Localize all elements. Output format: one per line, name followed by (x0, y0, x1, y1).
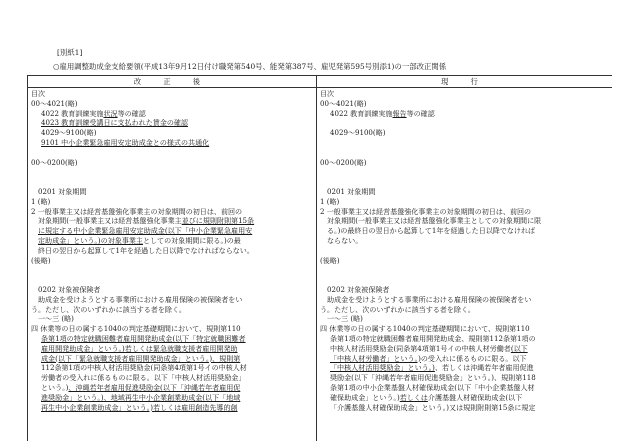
toc-item: 4029～9100(略) (330, 128, 386, 138)
paragraph-line: 労働者の受入れに係るものに限る。以下「中核人材活用奨励金」 (41, 373, 246, 383)
amended-text: 「中核人材労働者」という。) (330, 353, 421, 363)
header-revised: 改 正 後 (28, 76, 317, 88)
paragraph-line: 「中核人材労働者」という。)の受入れに係るものに限る。以下 (330, 353, 527, 363)
paragraph-line: 再生中小企業創業助成金」という。)若しくは雇用創造先導的創 (41, 402, 238, 412)
paragraph-line: う。ただし、次のいずれかに該当する者を除く。 (31, 304, 186, 314)
paragraph-line: ならない。 (327, 235, 363, 245)
paragraph-line: 「中核人材活用奨励金」という。)、若しくは沖縄若年者雇用促進 (330, 363, 534, 373)
paragraph-line: (後略) (31, 255, 51, 265)
paragraph-line: 四 休業等の日の属する1040の判定基礎期間において、規則第110 (31, 324, 241, 334)
section-heading: 0202 対象被保険者 (327, 284, 390, 294)
paragraph-line: 成金(以下「緊急就職支援者雇用開発助成金」という。)、規則第 (41, 353, 241, 363)
attachment-label: [別紙1] (57, 48, 83, 57)
toc-item: 4022 教育訓練実施状況等の確認 (41, 108, 146, 118)
paragraph-line: (後略) (320, 255, 340, 265)
toc-item: 4022 教育訓練実施報告等の確認 (330, 108, 435, 118)
paragraph-line: 中核人材活用奨励金(同条第4項第1号イの中核人材労働者(以下 (330, 343, 528, 353)
paragraph-line: 助成金を受けようとする事業所における雇用保険の被保険者をい (327, 294, 532, 304)
document-page (27, 0, 612, 441)
paragraph-line: 終日の翌日から起算して1年を経過した日以降でなければならない。 (38, 245, 254, 255)
paragraph-line: 対象期間(一般事業主又は経営基盤強化事業主としての対象期間に限 (327, 216, 542, 226)
paragraph-line: 一～三 (略) (38, 314, 74, 324)
amended-text: 「中核人材活用奨励金」という。) (330, 363, 435, 373)
paragraph-line: に規定する中小企業緊急雇用安定助成金(以下「中小企業緊急雇用安 (38, 226, 253, 236)
amended-text: 報告 (392, 108, 407, 118)
toc-item-new: 4023 教育訓練受講日に支払われた賃金の確認 (41, 118, 189, 128)
toc-label: 目次 (31, 89, 46, 98)
amended-text: 、沖縄若年者雇用促進奨励金(以下「沖縄若年者雇用促 (68, 382, 241, 392)
paragraph-line: 条第1項の特定就職困難者雇用開発助成金(以下「特定就職困難者 (41, 333, 246, 343)
paragraph-line: 進奨励金」という。)、地域再生中小企業創業助成金(以下「地域 (41, 392, 241, 402)
comparison-table (27, 75, 612, 441)
paragraph-line: 定助成金」という。)の対象事業主としての対象期間に限る。)の最 (38, 235, 241, 245)
paragraph-line: 2 一般事業主又は経営基盤強化事業主の対象期間の初日は、前回の (31, 206, 243, 216)
section-heading: 0202 対象被保険者 (38, 284, 101, 294)
paragraph-line: 2 一般事業主又は経営基盤強化事業主の対象期間の初日は、前回の (320, 206, 532, 216)
paragraph-line: 雇用開発助成金」という。)若しくは緊急就職支援者雇用開発助 (41, 343, 238, 353)
amended-text: (以下 (510, 343, 528, 353)
paragraph-line: 条第1項の特定就職困難者雇用開発助成金、規則第112条第1項の (330, 333, 536, 343)
paragraph-line: 1 (略) (320, 196, 340, 206)
paragraph-line: 一～三 (略) (327, 314, 363, 324)
header-current: 現 行 (317, 76, 613, 88)
toc-line: 00～4021(略) (320, 98, 367, 108)
paragraph-line: 四 休業等の日の属する1040の判定基礎期間において、規則第110 (320, 324, 530, 334)
paragraph-line: 1 (略) (31, 196, 51, 206)
amended-text: 並びに規則附則第15条 (181, 216, 255, 226)
paragraph-line: 「介護基盤人材確保助成金」という。)又は規則附則第15条に規定 (330, 402, 536, 412)
paragraph-line: 奨励金(以下「沖縄若年者雇用促進奨励金」という。)、規則第118 (330, 373, 536, 383)
toc-line: 00～0200(略) (320, 157, 367, 167)
toc-item-new: 9101 中小企業緊急雇用安定助成金との様式の共通化 (41, 137, 210, 147)
paragraph-line: る。)の最終日の翌日から起算して1年を経過した日以降でなければ (327, 226, 536, 236)
current-column (317, 88, 613, 441)
toc-line: 00～0200(略) (31, 157, 78, 167)
paragraph-line: 助成金を受けようとする事業所における雇用保険の被保険者をい (38, 294, 243, 304)
revised-column (28, 88, 317, 441)
section-heading: 0201 対象期間 (38, 186, 87, 196)
toc-item: 4029～9100(略) (41, 128, 97, 138)
amended-text: 定助成金」という。)の対象事業主 (38, 235, 143, 245)
amended-text: 若しくは (399, 392, 428, 402)
section-heading: 0201 対象期間 (327, 186, 376, 196)
toc-line: 00～4021(略) (31, 98, 78, 108)
paragraph-line: 確保助成金」という。)若しくは介護基盤人材確保助成金(以下 (330, 392, 523, 402)
paragraph-line: 対象期間(一般事業主又は経営基盤強化事業主並びに規則附則第15条 (38, 216, 255, 226)
paragraph-line: という。)、沖縄若年者雇用促進奨励金(以下「沖縄若年者雇用促 (41, 382, 241, 392)
amended-text: 状況 (103, 108, 118, 118)
toc-label: 目次 (320, 89, 335, 98)
paragraph-line: う。ただし、次のいずれかに該当する者を除く。 (320, 304, 475, 314)
paragraph-line: 条第1項の中小企業基盤人材確保助成金(以下「中小企業基盤人材 (330, 382, 535, 392)
document-title: ○雇用調整助成金支給要領(平成13年9月12日付け職発第540号、能発第387号、雇児発第595号別添1)の一部改正関係 (53, 62, 447, 71)
paragraph-line: 112条第1項の中核人材活用奨励金(同条第4項第1号イの中核人材 (41, 363, 247, 373)
